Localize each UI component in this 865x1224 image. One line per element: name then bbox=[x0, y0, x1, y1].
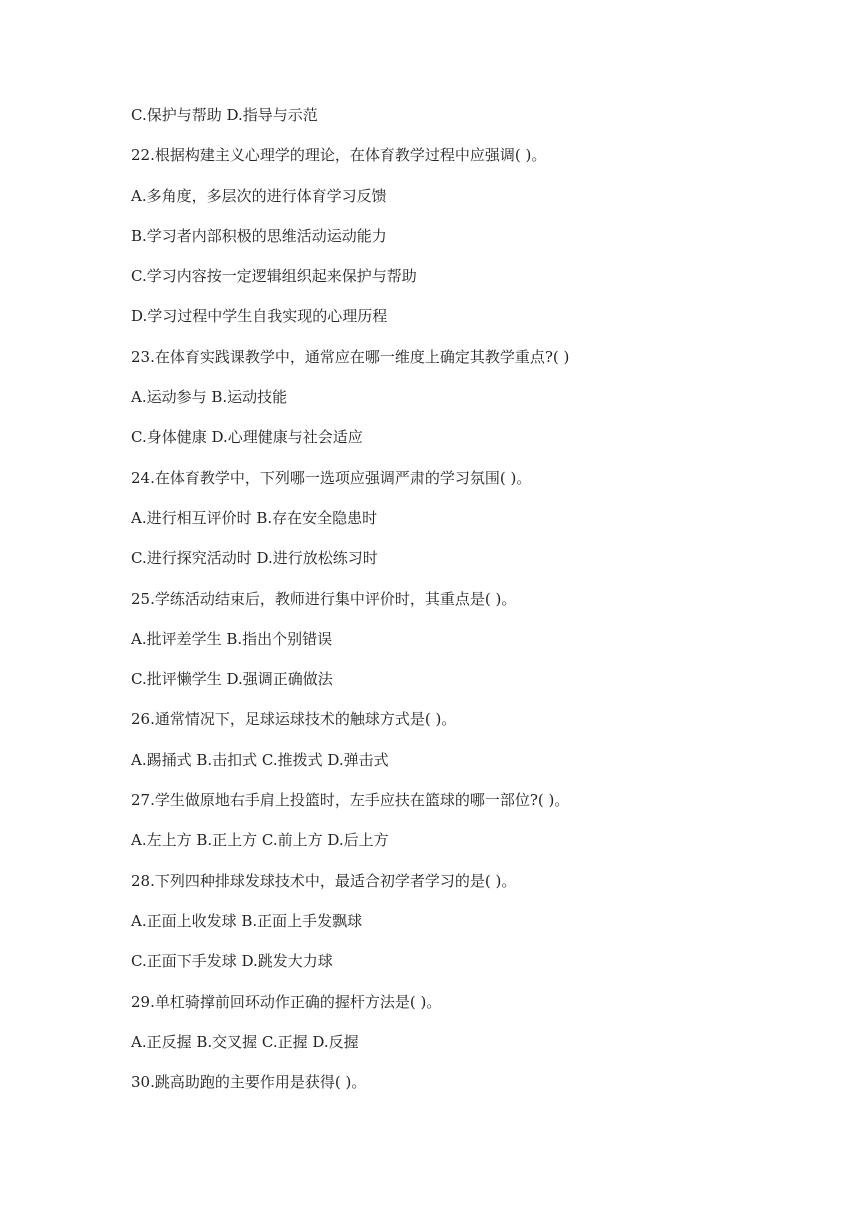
option-line: C.进行探究活动时 D.进行放松练习时 bbox=[131, 549, 378, 568]
option-line: A.左上方 B.正上方 C.前上方 D.后上方 bbox=[131, 831, 389, 850]
option-line: A.运动参与 B.运动技能 bbox=[131, 388, 288, 407]
question-27: 27.学生做原地右手肩上投篮时，左手应扶在篮球的哪一部位?( )。 bbox=[131, 791, 570, 810]
option-line: C.身体健康 D.心理健康与社会适应 bbox=[131, 428, 363, 447]
option-line: C.批评懒学生 D.强调正确做法 bbox=[131, 670, 333, 689]
question-28: 28.下列四种排球发球技术中，最适合初学者学习的是( )。 bbox=[131, 871, 517, 890]
question-text-block bbox=[131, 104, 821, 1111]
question-23: 23.在体育实践课教学中，通常应在哪一维度上确定其教学重点?( ) bbox=[131, 347, 570, 366]
option-line: A.多角度，多层次的进行体育学习反馈 bbox=[131, 186, 387, 205]
option-line: A.正面上收发球 B.正面上手发飘球 bbox=[131, 911, 363, 930]
option-line: C.学习内容按一定逻辑组织起来保护与帮助 bbox=[131, 267, 417, 286]
option-line: A.进行相互评价时 B.存在安全隐患时 bbox=[131, 508, 378, 527]
option-line: B.学习者内部积极的思维活动运动能力 bbox=[131, 226, 387, 245]
option-line: A.正反握 B.交叉握 C.正握 D.反握 bbox=[131, 1032, 359, 1051]
option-line: D.学习过程中学生自我实现的心理历程 bbox=[131, 307, 388, 326]
option-line: C.正面下手发球 D.跳发大力球 bbox=[131, 952, 333, 971]
option-line: A.踢捅式 B.击扣式 C.推拨式 D.弹击式 bbox=[131, 750, 389, 769]
option-line: C.保护与帮助 D.指导与示范 bbox=[131, 106, 318, 124]
question-29: 29.单杠骑撑前回环动作正确的握杆方法是( )。 bbox=[131, 992, 442, 1011]
question-30: 30.跳高助跑的主要作用是获得( )。 bbox=[131, 1073, 367, 1092]
question-24: 24.在体育教学中，下列哪一选项应强调严肃的学习氛围( )。 bbox=[131, 468, 532, 487]
question-22: 22.根据构建主义心理学的理论，在体育教学过程中应强调( )。 bbox=[131, 146, 547, 165]
question-25: 25.学练活动结束后，教师进行集中评价时，其重点是( )。 bbox=[131, 589, 517, 608]
question-26: 26.通常情况下，足球运球技术的触球方式是( )。 bbox=[131, 710, 457, 729]
option-line: A.批评差学生 B.指出个别错误 bbox=[131, 629, 333, 648]
